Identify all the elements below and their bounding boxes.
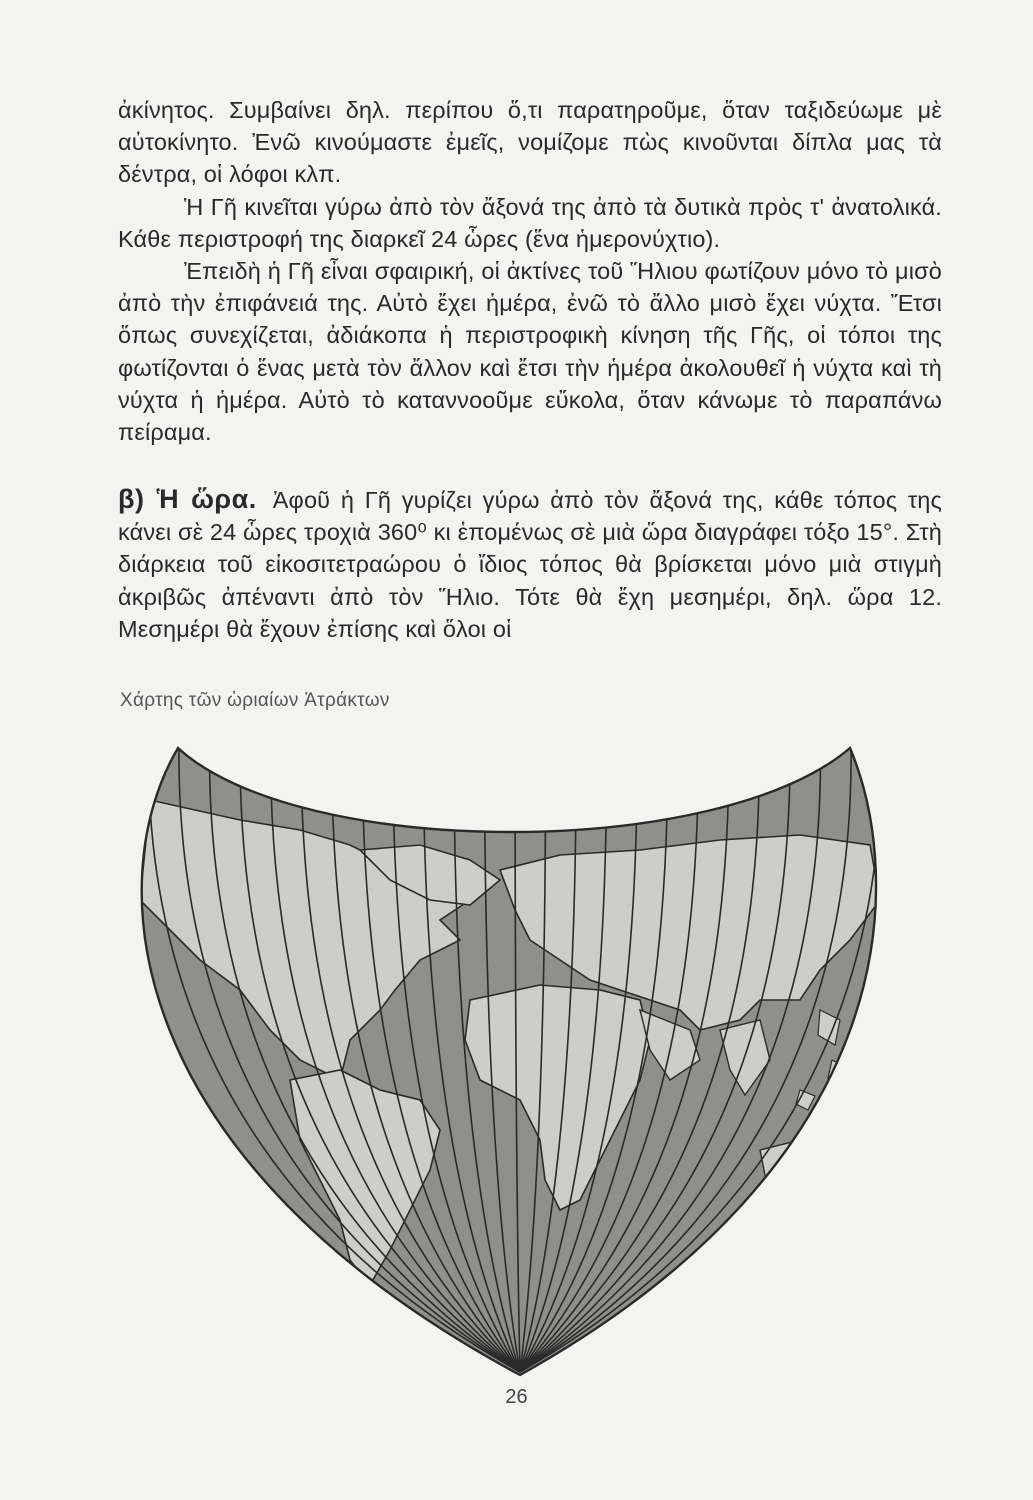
page-number: 26 xyxy=(505,1386,528,1408)
paragraph-1: ἀκίνητος. Συμβαίνει δηλ. περίπου ὅ,τι παρατηροῦμε, ὅταν ταξιδεύωμε μὲ αὐτοκίνητο. Ἐνῶ κινούμαστε ἐμεῖς, νομίζομε πὼς κινοῦνται δίπλα μας τὰ δέντρα, οἱ λόφοι κλπ. xyxy=(118,97,942,188)
figure-caption: Χάρτης τῶν ὡριαίων Ἀτράκτων xyxy=(120,690,390,711)
section-text: Ἀφοῦ ἡ Γῆ γυρίζει γύρω ἀπὸ τὸν ἄξονά της, κάθε τόπος της κάνει σὲ 24 ὧρες τροχιὰ 360⁰ κι ἑπομένως σὲ μιὰ ὥρα διαγράφει τόξο 15°. Στὴ διάρκεια τοῦ εἰκοσιτετραώρου ὁ ἴδιος τόπος θὰ βρίσκεται μόνο μιὰ στιγμὴ ἀκριβῶς ἀπέναντι ἀπὸ τὸν Ἥλιο. Τότε θὰ ἔχη μεσημέρι, δηλ. ὥρα 12. Μεσημέρι θὰ ἔχουν ἐπίσης καὶ ὅλοι οἱ xyxy=(118,487,942,642)
paragraph-2: Ἡ Γῆ κινεῖται γύρω ἀπὸ τὸν ἄξονά της ἀπὸ τὰ δυτικὰ πρὸς τ' ἀνατολικά. Κάθε περιστροφή της διαρκεῖ 24 ὧρες (ἕνα ἡμερονύχτιο). xyxy=(118,193,942,252)
section-label: β) xyxy=(118,484,145,514)
section-title: Ἡ ὥρα. xyxy=(156,484,257,514)
paragraph-3: Ἐπειδὴ ἡ Γῆ εἶναι σφαιρική, οἱ ἀκτίνες τοῦ Ἥλιου φωτίζουν μόνο τὸ μισὸ ἀπὸ τὴν ἐπιφάνειά της. Αὐτὸ ἔχει ἡμέρα, ἐνῶ τὸ ἄλλο μισὸ ἔχει νύχτα. Ἔτσι ὅπως συνεχίζεται, ἀδιάκοπα ἡ περιστροφικὴ κίνηση τῆς Γῆς, οἱ τόποι της φωτίζονται ὁ ἕνας μετὰ τὸν ἄλλον καὶ ἔτσι τὴν ἡμέρα ἀκολουθεῖ ἡ νύχτα καὶ τὴ νύχτα ἡ ἡμέρα. Αὐτὸ τὸ καταννοοῦμε εὔκολα, ὅταν κάνωμε τὸ παραπάνω πείραμα. xyxy=(118,258,942,446)
